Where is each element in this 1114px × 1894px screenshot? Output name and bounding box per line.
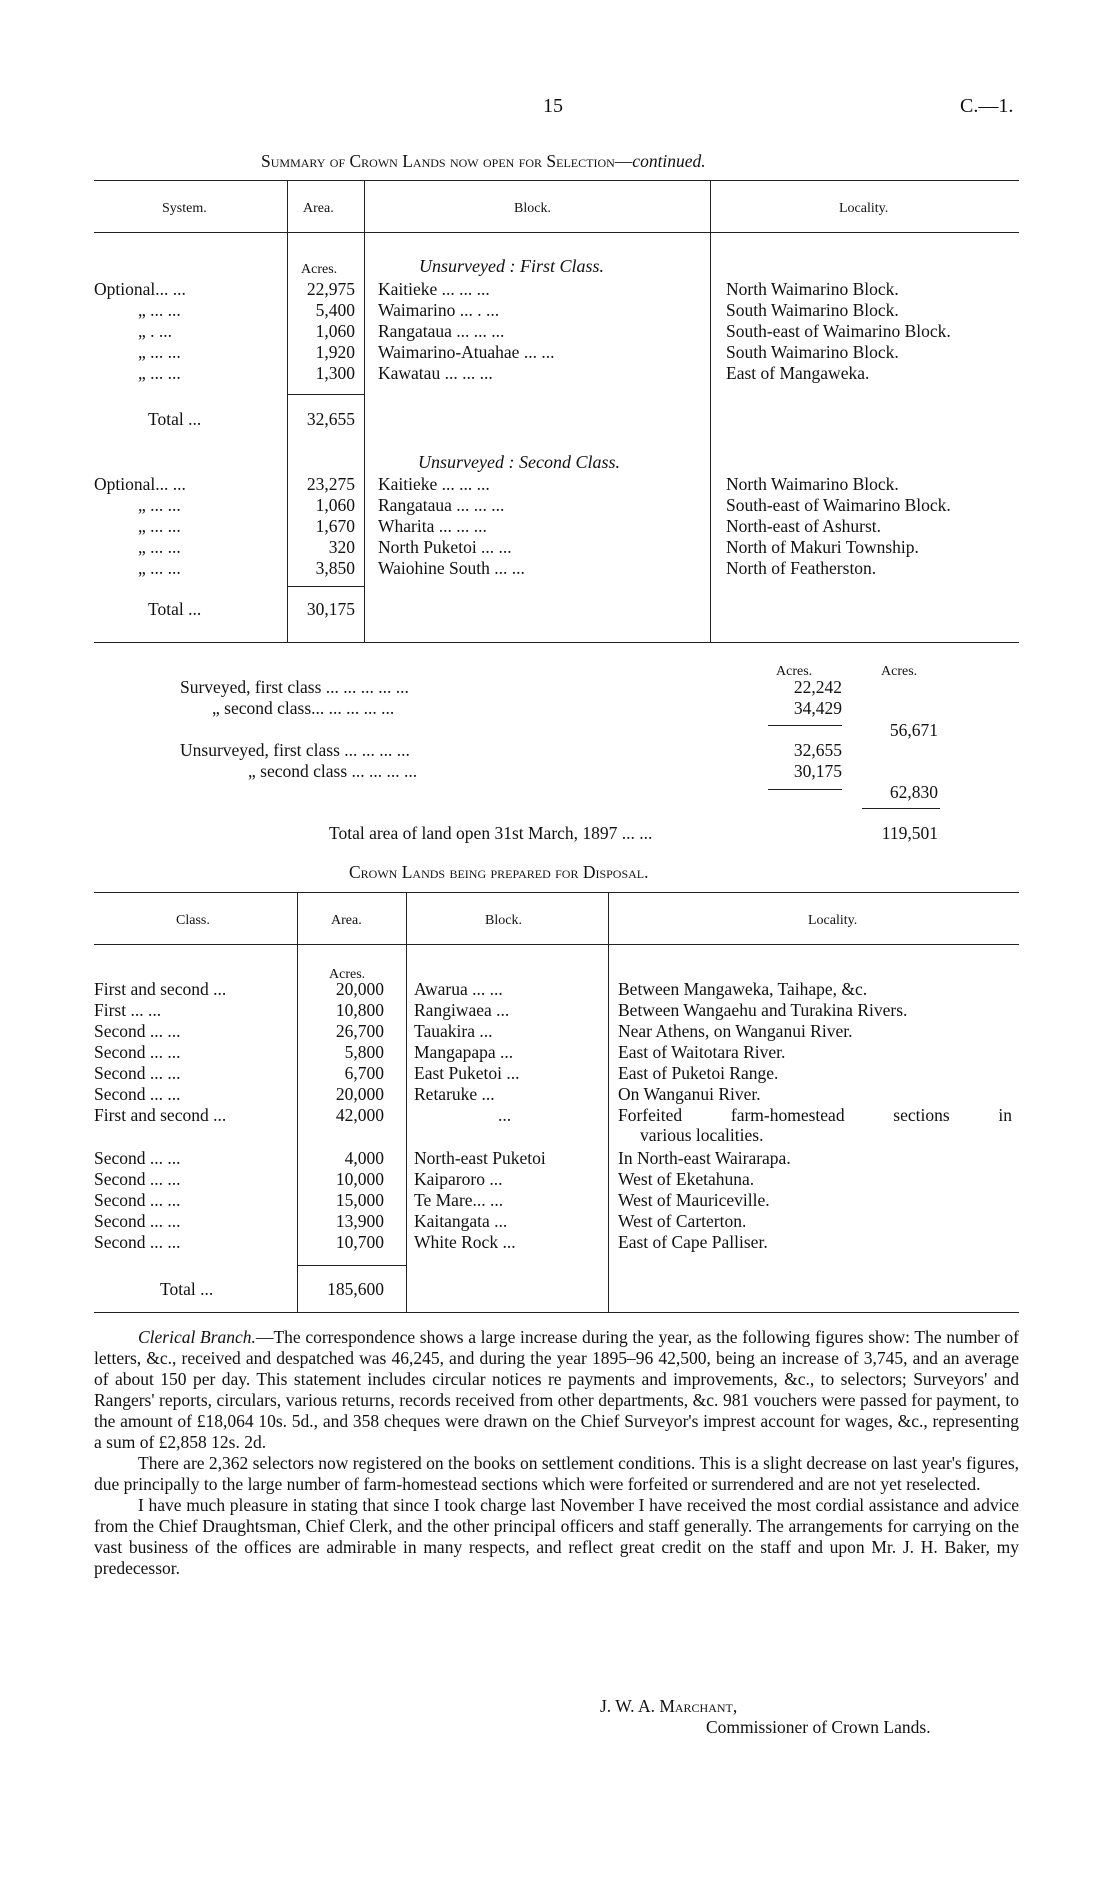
block-cell: Kaiparoro ... <box>414 1169 503 1189</box>
recap-subtotal: 56,671 <box>889 720 938 740</box>
locality-cell: North of Featherston. <box>726 558 877 578</box>
recap-label: „ second class ... ... ... ... <box>248 761 418 781</box>
block-cell: Rangataua ... ... ... <box>378 321 505 341</box>
block-cell: North Puketoi ... ... <box>378 537 512 557</box>
locality-cell: South-east of Waimarino Block. <box>726 321 951 341</box>
column-header-area: Area. <box>331 913 362 928</box>
area-cell: 10,800 <box>335 1000 384 1020</box>
recap-column-head: Acres. <box>881 664 918 679</box>
system-cell: „ ... ... <box>138 363 181 383</box>
column-divider <box>364 180 365 642</box>
system-cell: Optional... ... <box>94 474 186 494</box>
locality-cell: North-east of Ashurst. <box>726 516 882 536</box>
block-cell: Rangataua ... ... ... <box>378 495 505 515</box>
recap-value: 32,655 <box>793 740 842 760</box>
column-divider <box>608 892 609 1312</box>
table-header-rule <box>94 232 1019 233</box>
recap-subtotal-rule <box>768 789 842 790</box>
area-cell: 1,060 <box>315 321 355 341</box>
column-header-locality: Locality. <box>808 913 858 928</box>
recap-value: 30,175 <box>793 761 842 781</box>
class-cell: Second ... ... <box>94 1063 181 1083</box>
locality-cell: West of Mauriceville. <box>618 1190 770 1210</box>
class-cell: Second ... ... <box>94 1021 181 1041</box>
total-label: Total ... <box>148 599 202 619</box>
recap-subtotal-rule <box>768 725 842 726</box>
recap-total-label: Total area of land open 31st March, 1897 ... ... <box>329 823 653 843</box>
area-cell: 5,800 <box>344 1042 384 1062</box>
column-header-block: Block. <box>485 913 522 928</box>
column-header-locality: Locality. <box>839 201 889 216</box>
recap-value: 22,242 <box>793 677 842 697</box>
recap-column-head: Acres. <box>776 664 813 679</box>
column-divider <box>710 180 711 642</box>
signature-title: Commissioner of Crown Lands. <box>706 1717 931 1737</box>
area-cell: 22,975 <box>306 279 355 299</box>
recap-label: Surveyed, first class ... ... ... ... ... <box>180 677 409 697</box>
locality-cell: Between Mangaweka, Taihape, &c. <box>618 979 868 999</box>
block-cell: Kaitieke ... ... ... <box>378 279 490 299</box>
class-cell: First and second ... <box>94 1105 227 1125</box>
locality-cell: South Waimarino Block. <box>726 300 899 320</box>
total-rule <box>288 586 364 587</box>
block-cell: Retaruke ... <box>414 1084 495 1104</box>
locality-cell: North Waimarino Block. <box>726 474 899 494</box>
block-cell: East Puketoi ... <box>414 1063 520 1083</box>
area-cell: 20,000 <box>335 979 384 999</box>
area-cell: 26,700 <box>335 1021 384 1041</box>
summary-title: Summary of Crown Lands now open for Selection—continued. <box>261 151 706 171</box>
page-number: 15 <box>543 95 563 117</box>
recap-subtotal: 62,830 <box>889 782 938 802</box>
paragraph-acknowledgement: I have much pleasure in stating that since I took charge last November I have received the most cordial assistance and advice from the Chief Draughtsman, Chief Clerk, and the other principal officers and staff generally. The arrangements for carrying on the vast business of the offices are admirable in many respects, and reflect great credit on the staff and upon Mr. J. H. Baker, my predecessor. <box>94 1495 1019 1578</box>
block-cell: Waiohine South ... ... <box>378 558 525 578</box>
locality-cell: West of Eketahuna. <box>618 1169 755 1189</box>
area-cell: 4,000 <box>344 1148 384 1168</box>
total-rule <box>288 394 364 395</box>
column-header-class: Class. <box>176 913 210 928</box>
block-cell: Kaitieke ... ... ... <box>378 474 490 494</box>
area-cell: 5,400 <box>315 300 355 320</box>
class-cell: Second ... ... <box>94 1232 181 1252</box>
locality-cell: South-east of Waimarino Block. <box>726 495 951 515</box>
class-cell: Second ... ... <box>94 1169 181 1189</box>
block-cell: Mangapapa ... <box>414 1042 514 1062</box>
system-cell: „ ... ... <box>138 300 181 320</box>
locality-cell: West of Carterton. <box>618 1211 747 1231</box>
area-cell: 1,920 <box>315 342 355 362</box>
locality-cell: Between Wangaehu and Turakina Rivers. <box>618 1000 908 1020</box>
block-cell: White Rock ... <box>414 1232 516 1252</box>
locality-cell: East of Puketoi Range. <box>618 1063 779 1083</box>
section-heading: Unsurveyed : First Class. <box>419 256 604 276</box>
class-cell: Second ... ... <box>94 1211 181 1231</box>
block-cell: Rangiwaea ... <box>414 1000 510 1020</box>
system-cell: „ ... ... <box>138 495 181 515</box>
area-cell: 13,900 <box>335 1211 384 1231</box>
recap-label: Unsurveyed, first class ... ... ... ... <box>180 740 410 760</box>
system-cell: „ ... ... <box>138 516 181 536</box>
recap-label: „ second class... ... ... ... ... <box>212 698 395 718</box>
system-cell: „ . ... <box>138 321 173 341</box>
block-cell: Waimarino ... . ... <box>378 300 500 320</box>
total-label: Total ... <box>148 409 202 429</box>
locality-cell-continued: various localities. <box>640 1125 764 1145</box>
area-cell: 3,850 <box>315 558 355 578</box>
total-area: 30,175 <box>306 599 355 619</box>
table-bottom-rule <box>94 642 1019 643</box>
locality-cell: In North-east Wairarapa. <box>618 1148 791 1168</box>
table-header-rule <box>94 944 1019 945</box>
system-cell: „ ... ... <box>138 342 181 362</box>
area-cell: 10,700 <box>335 1232 384 1252</box>
locality-cell: North Waimarino Block. <box>726 279 899 299</box>
locality-cell: East of Waitotara River. <box>618 1042 786 1062</box>
class-cell: Second ... ... <box>94 1042 181 1062</box>
class-cell: Second ... ... <box>94 1190 181 1210</box>
locality-cell: East of Mangaweka. <box>726 363 870 383</box>
block-cell: Wharita ... ... ... <box>378 516 487 536</box>
area-cell: 42,000 <box>335 1105 384 1125</box>
block-cell: Tauakira ... <box>414 1021 493 1041</box>
locality-cell: On Wanganui River. <box>618 1084 761 1104</box>
table-top-rule <box>94 892 1019 893</box>
area-cell: 320 <box>328 537 355 557</box>
paragraph-clerical-branch: Clerical Branch.—The correspondence shows a large increase during the year, as the following figures show: The number of letters, &c., received and despatched was 46,245, and during the year 1895–96 42,500, being an increase of 3,745, and an average of about 150 per day. This statement includes circular notices re payments and improvements, &c., to selectors; Surveyors' and Rangers' reports, circulars, various returns, records received from other departments, &c. 981 vouchers were passed for payment, to the amount of £18,064 10s. 5d., and 358 cheques were drawn on the Chief Surveyor's imprest account for wages, &c., representing a sum of £2,858 12s. 2d. <box>94 1327 1019 1452</box>
total-rule <box>298 1265 406 1266</box>
area-unit: Acres. <box>301 262 338 277</box>
section-heading: Unsurveyed : Second Class. <box>418 452 620 472</box>
block-cell: Awarua ... ... <box>414 979 503 999</box>
area-unit: Acres. <box>329 967 366 982</box>
block-cell: North-east Puketoi <box>414 1148 546 1168</box>
system-cell: Optional... ... <box>94 279 186 299</box>
area-cell: 6,700 <box>344 1063 384 1083</box>
document-code: C.—1. <box>960 95 1014 117</box>
block-cell: Kaitangata ... <box>414 1211 508 1231</box>
column-header-system: System. <box>162 201 207 216</box>
area-cell: 15,000 <box>335 1190 384 1210</box>
signature-name: J. W. A. Marchant, <box>600 1696 738 1716</box>
block-cell: Te Mare... ... <box>414 1190 504 1210</box>
area-cell: 23,275 <box>306 474 355 494</box>
total-area: 32,655 <box>306 409 355 429</box>
column-divider <box>406 892 407 1312</box>
system-cell: „ ... ... <box>138 558 181 578</box>
locality-cell: Forfeited farm-homestead sections in <box>618 1105 1012 1125</box>
table-top-rule <box>94 180 1019 181</box>
recap-value: 34,429 <box>793 698 842 718</box>
system-cell: „ ... ... <box>138 537 181 557</box>
locality-cell: East of Cape Palliser. <box>618 1232 768 1252</box>
total-area: 185,600 <box>327 1279 384 1299</box>
recap-total-rule <box>862 808 940 809</box>
disposal-title: Crown Lands being prepared for Disposal. <box>349 862 649 882</box>
locality-cell: South Waimarino Block. <box>726 342 899 362</box>
locality-cell: North of Makuri Township. <box>726 537 919 557</box>
class-cell: Second ... ... <box>94 1084 181 1104</box>
class-cell: First and second ... <box>94 979 227 999</box>
area-cell: 1,060 <box>315 495 355 515</box>
area-cell: 20,000 <box>335 1084 384 1104</box>
area-cell: 1,670 <box>315 516 355 536</box>
column-header-block: Block. <box>514 201 551 216</box>
area-cell: 1,300 <box>315 363 355 383</box>
area-cell: 10,000 <box>335 1169 384 1189</box>
table-bottom-rule <box>94 1312 1019 1313</box>
block-cell: ... <box>498 1105 512 1125</box>
block-cell: Kawatau ... ... ... <box>378 363 493 383</box>
locality-cell: Near Athens, on Wanganui River. <box>618 1021 853 1041</box>
column-header-area: Area. <box>303 201 334 216</box>
class-cell: First ... ... <box>94 1000 162 1020</box>
body-text <box>94 1327 1019 1579</box>
total-label: Total ... <box>160 1279 214 1299</box>
recap-total-value: 119,501 <box>881 823 938 843</box>
paragraph-selectors: There are 2,362 selectors now registered on the books on settlement conditions. This is a slight decrease on last year's figures, due principally to the large number of farm-homestead sections which were forfeited or surrendered and are not yet reselected. <box>94 1453 1019 1494</box>
class-cell: Second ... ... <box>94 1148 181 1168</box>
block-cell: Waimarino-Atuahae ... ... <box>378 342 555 362</box>
